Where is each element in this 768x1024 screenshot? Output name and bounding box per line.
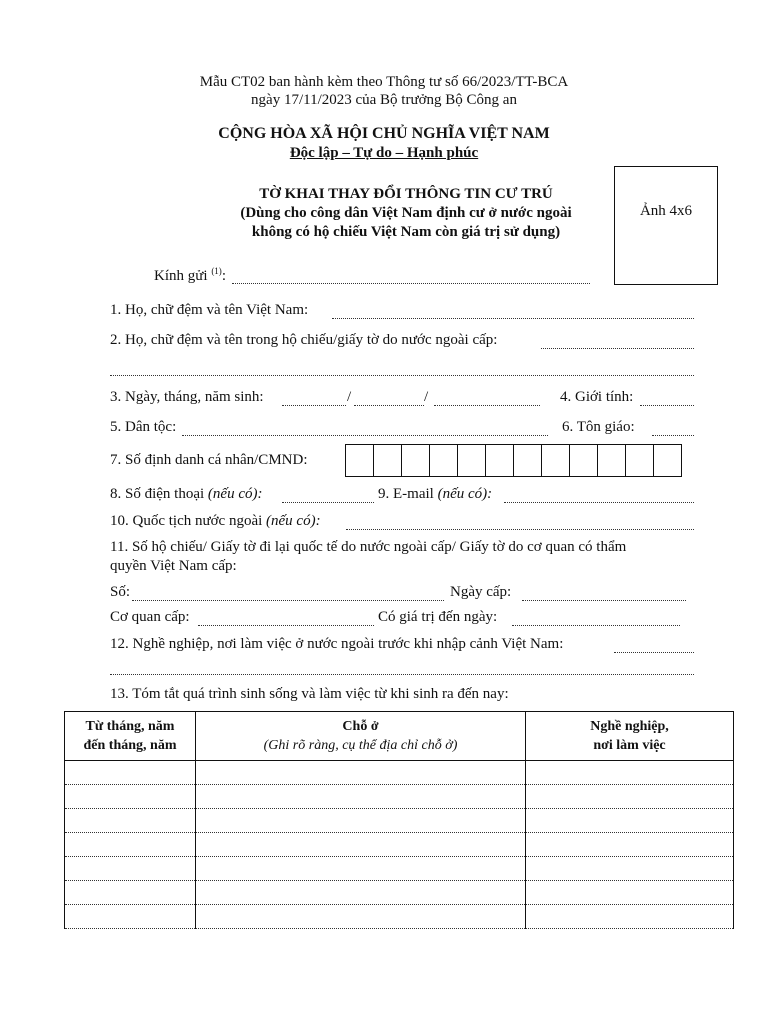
field-10-label	[110, 513, 321, 530]
field-1-label: 1. Họ, chữ đệm và tên Việt Nam:	[110, 302, 309, 318]
field-9-label-text: 9. E-mail	[378, 486, 434, 502]
occupation-cell[interactable]	[526, 833, 734, 857]
field-10-label-text: 10. Quốc tịch nước ngoài	[110, 513, 263, 529]
period-cell[interactable]	[65, 809, 196, 833]
field-4-label: 4. Giới tính:	[560, 389, 634, 405]
form-reference-line2: ngày 17/11/2023 của Bộ trưởng Bộ Công an	[251, 92, 517, 108]
id-digit-box[interactable]	[569, 444, 598, 477]
field-8-label-text: 8. Số điện thoại	[110, 486, 205, 502]
period-cell[interactable]	[65, 905, 196, 929]
id-digit-box[interactable]	[345, 444, 374, 477]
residence-cell[interactable]	[196, 785, 526, 809]
table-body	[65, 761, 734, 929]
country-name: CỘNG HÒA XÃ HỘI CHỦ NGHĨA VIỆT NAM	[218, 125, 550, 142]
birth-date-separator-1: /	[347, 389, 352, 405]
col-residence-header	[196, 712, 526, 761]
occupation-cell[interactable]	[526, 881, 734, 905]
field-6-label: 6. Tôn giáo:	[562, 419, 635, 435]
field-13-label: 13. Tóm tắt quá trình sinh sống và làm việc từ khi sinh ra đến nay:	[110, 686, 509, 702]
field-5-input[interactable]	[182, 435, 548, 436]
id-digit-box[interactable]	[541, 444, 570, 477]
field-8-note: (nếu có):	[207, 486, 263, 502]
field-3-label: 3. Ngày, tháng, năm sinh:	[110, 389, 264, 405]
issue-date-input[interactable]	[522, 600, 686, 601]
form-reference-line1: Mẫu CT02 ban hành kèm theo Thông tư số 66/2023/TT-BCA	[199, 74, 569, 90]
birth-day-input[interactable]	[282, 405, 346, 406]
form-subtitle-line1: (Dùng cho công dân Việt Nam định cư ở nước ngoài	[240, 205, 572, 221]
field-8-input[interactable]	[282, 502, 374, 503]
recipient-label: Kính gửi $^{(1)}$:	[154, 266, 226, 284]
recipient-footnote-marker: (1)	[211, 266, 222, 276]
field-8-label	[110, 486, 262, 503]
valid-until-label: Có giá trị đến ngày:	[378, 609, 498, 625]
id-digit-box[interactable]	[457, 444, 486, 477]
period-cell[interactable]	[65, 881, 196, 905]
col-period-line1: Từ tháng, năm	[85, 719, 175, 734]
issuer-input[interactable]	[198, 625, 374, 626]
period-cell[interactable]	[65, 785, 196, 809]
table-row	[65, 857, 734, 881]
field-7-label: 7. Số định danh cá nhân/CMND:	[110, 452, 308, 468]
field-9-note: (nếu có):	[437, 486, 493, 502]
field-5-label: 5. Dân tộc:	[110, 419, 177, 435]
issue-date-label: Ngày cấp:	[450, 584, 512, 600]
id-digit-box[interactable]	[653, 444, 682, 477]
residence-cell[interactable]	[196, 833, 526, 857]
table-row	[65, 761, 734, 785]
field-2-input-line2[interactable]	[110, 375, 694, 376]
occupation-cell[interactable]	[526, 761, 734, 785]
birth-date-separator-2: /	[424, 389, 429, 405]
field-11-label-line2: quyền Việt Nam cấp:	[110, 558, 237, 574]
id-digit-box[interactable]	[597, 444, 626, 477]
period-cell[interactable]	[65, 857, 196, 881]
field-9-input[interactable]	[504, 502, 694, 503]
id-digit-box[interactable]	[401, 444, 430, 477]
issuer-label: Cơ quan cấp:	[110, 609, 190, 625]
occupation-cell[interactable]	[526, 809, 734, 833]
occupation-cell[interactable]	[526, 857, 734, 881]
field-10-note: (nếu có):	[266, 513, 321, 529]
id-digit-box[interactable]	[513, 444, 542, 477]
table-row	[65, 785, 734, 809]
col-occupation-header	[526, 712, 734, 761]
col-occupation-line2: nơi làm việc	[593, 738, 666, 753]
form-title: TỜ KHAI THAY ĐỔI THÔNG TIN CƯ TRÚ	[259, 186, 553, 202]
field-9-label	[378, 486, 492, 503]
occupation-cell[interactable]	[526, 785, 734, 809]
col-period-line2: đến tháng, năm	[83, 738, 177, 753]
table-row	[65, 881, 734, 905]
id-digit-box[interactable]	[429, 444, 458, 477]
photo-placeholder-box	[614, 166, 718, 285]
passport-number-input[interactable]	[132, 600, 444, 601]
valid-until-input[interactable]	[512, 625, 680, 626]
residence-cell[interactable]	[196, 809, 526, 833]
residence-cell[interactable]	[196, 761, 526, 785]
birth-year-input[interactable]	[434, 405, 540, 406]
field-4-input[interactable]	[640, 405, 694, 406]
table-row	[65, 833, 734, 857]
field-12-input-line2[interactable]	[110, 674, 694, 675]
field-2-label: 2. Họ, chữ đệm và tên trong hộ chiếu/giấy tờ do nước ngoài cấp:	[110, 332, 498, 348]
residence-cell[interactable]	[196, 881, 526, 905]
recipient-label-text: Kính gửi	[154, 268, 208, 284]
col-residence-line2: (Ghi rõ ràng, cụ thể địa chỉ chỗ ở)	[263, 738, 458, 753]
table-row	[65, 905, 734, 929]
form-subtitle-line2: không có hộ chiếu Việt Nam còn giá trị sử dụng)	[251, 224, 561, 240]
field-1-input[interactable]	[332, 318, 694, 319]
field-10-input[interactable]	[346, 529, 694, 530]
residence-cell[interactable]	[196, 857, 526, 881]
period-cell[interactable]	[65, 761, 196, 785]
photo-label: Ảnh 4x6	[639, 203, 693, 219]
occupation-cell[interactable]	[526, 905, 734, 929]
id-digit-box[interactable]	[485, 444, 514, 477]
id-digit-box[interactable]	[373, 444, 402, 477]
table-row	[65, 809, 734, 833]
national-motto: Độc lập – Tự do – Hạnh phúc	[289, 145, 479, 161]
field-12-label: 12. Nghề nghiệp, nơi làm việc ở nước ngoài trước khi nhập cảnh Việt Nam:	[110, 636, 564, 652]
residence-history-table	[64, 711, 734, 929]
period-cell[interactable]	[65, 833, 196, 857]
field-6-input[interactable]	[652, 435, 694, 436]
col-residence-line1: Chỗ ở	[342, 719, 379, 734]
personal-id-boxes[interactable]	[346, 444, 682, 477]
field-12-input[interactable]	[614, 652, 694, 653]
passport-number-label: Số:	[110, 584, 131, 600]
recipient-field[interactable]	[232, 283, 590, 284]
residence-cell[interactable]	[196, 905, 526, 929]
field-11-label-line1: 11. Số hộ chiếu/ Giấy tờ đi lại quốc tế do nước ngoài cấp/ Giấy tờ do cơ quan có thẩm	[110, 539, 627, 555]
id-digit-box[interactable]	[625, 444, 654, 477]
col-occupation-line1: Nghề nghiệp,	[590, 719, 669, 734]
field-2-input[interactable]	[541, 348, 694, 349]
table-header-row	[65, 712, 734, 761]
birth-month-input[interactable]	[354, 405, 424, 406]
col-period-header	[65, 712, 196, 761]
